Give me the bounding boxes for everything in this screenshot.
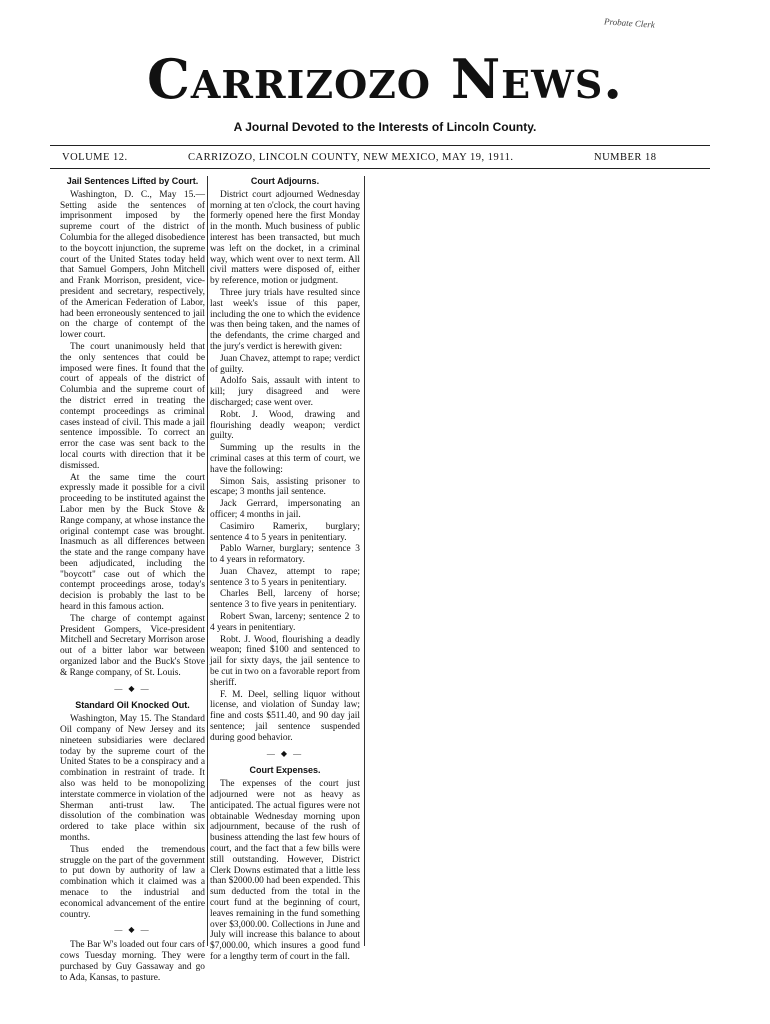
column-divider: [207, 176, 208, 946]
article-paragraph: District court adjourned Wednesday morning at ten o'clock, the court having formerly opened here the first Monday in the month. Much business of public interest has been transacted, but much was left on the docket, in a criminal way, which went over to next term. All civil matters were disposed of, either by reference, motion or judgment.: [210, 189, 360, 287]
article-paragraph: Charles Bell, larceny of horse; sentence 3 to five years in penitentiary.: [210, 589, 360, 611]
article-headline: Standard Oil Knocked Out.: [75, 700, 190, 711]
article-paragraph: The Bar W's loaded out four cars of cows Tuesday morning. They were purchased by Guy Gassaway and go to Ada, Kansas, to pasture.: [60, 940, 205, 983]
issue-number: NUMBER 18: [594, 152, 657, 163]
dateline: CARRIZOZO, LINCOLN COUNTY, NEW MEXICO, MAY 19, 1911.: [188, 152, 514, 163]
article-paragraph: Adolfo Sais, assault with intent to kill; jury disagreed and were discharged; case went over.: [210, 376, 360, 408]
article-paragraph: Jack Gerrard, impersonating an officer; 4 months in jail.: [210, 499, 360, 520]
article-paragraph: The charge of contempt against President Gompers, Vice-president Mitchell and Secretary Morrison arose out of a bitter labor war between organized labor and the Buck's Stove & Range company, of St. Louis.: [60, 613, 205, 678]
volume-number: VOLUME 12.: [62, 152, 128, 163]
masthead: [0, 48, 770, 110]
top-rule: [50, 145, 710, 146]
column-1: [60, 176, 205, 984]
article-paragraph: At the same time the court expressly made it possible for a civil proceeding to be instituted against the Labor men by the Buck Stove & Range company, at whose instance the original contempt case was brought. Inasmuch as all differences between the state and the range company have been adjudicated, including the "boycott" case out of which the contempt proceedings arose, today's decision is probably the last to be heard in this famous action.: [60, 472, 205, 613]
article-paragraph: Summing up the results in the criminal cases at this term of court, we have the following:: [210, 443, 360, 475]
article-paragraph: Three jury trials have resulted since last week's issue of this paper, including the one to which the evidence was then being taken, and the names of the defendants, the crime charged and the jury's verdict is herewith given:: [210, 287, 360, 352]
column-divider: [364, 176, 365, 946]
newspaper-title: Carrizozo News.: [146, 47, 624, 111]
article-paragraph: Juan Chavez, attempt to rape; sentence 3 to 5 years in penitentiary.: [210, 566, 360, 588]
article-paragraph: Robert Swan, larceny; sentence 2 to 4 years in penitentiary.: [210, 612, 360, 633]
article-paragraph: Thus ended the tremendous struggle on the part of the government to put down by authority of law a combination which it claimed was a menace to the industrial and economical advancement of the entire country.: [60, 844, 205, 920]
column-2: [210, 176, 360, 964]
handwritten-note: Probate Clerk: [603, 16, 656, 30]
article-paragraph: Robt. J. Wood, drawing and flourishing deadly weapon; verdict guilty.: [210, 409, 360, 442]
article-paragraph: Pablo Warner, burglary; sentence 3 to 4 years in reformatory.: [210, 544, 360, 566]
section-divider: — ◆ —: [266, 748, 304, 758]
article-paragraph: Washington, D. C., May 15.—Setting aside the sentences of imprisonment imposed by the supreme court of the district of Columbia for the alleged disobedience to the boycott injunction, the supreme court of the United States today held that Samuel Gompers, John Mitchell and Frank Morrison, president, vice-president and secretary, respectively, of the American Federation of Labor, had been erroneously sentenced to jail on the charge of contempt of the lower court.: [60, 189, 205, 341]
article-paragraph: Robt. J. Wood, flourishing a deadly weapon; fined $100 and sentenced to jail for sixty days, the jail sentence to be cut in two on a favorable report from sheriff.: [210, 634, 360, 688]
article-paragraph: Juan Chavez, attempt to rape; verdict of guilty.: [210, 353, 360, 375]
article-paragraph: Washington, May 15. The Standard Oil company of New Jersey and its nineteen subsidiaries were declared today by the supreme court of the United States to be a conspiracy and a combination in restraint of trade. It also was held to be monopolizing interstate commerce in violation of the Sherman anti-trust law. The dissolution of the combination was ordered to take place within six months.: [60, 714, 206, 844]
article-headline: Court Expenses.: [249, 765, 321, 776]
article-headline: Court Adjourns.: [250, 176, 320, 186]
article-paragraph: F. M. Deel, selling liquor without license, and violation of Sunday law; fine and costs $511.40, and 90 day jail sentence; jail sentence suspended during good behavior.: [210, 689, 360, 743]
article-paragraph: The expenses of the court just adjourned were not as heavy as anticipated. The actual figures were not obtainable Wednesday morning upon adjournment, because of the rush of business attending the last few hours of court, and the fact that a few bills were still outstanding. However, District Clerk Downs estimated that a little less than $2000.00 had been expended. This sum deducted from the total in the court fund at the beginning of court, leaves remaining in the fund something over $3,000.00. Collections in June and July will increase this balance to about $7,000.00, which insures a good fund for a lengthy term of court in the fall.: [210, 779, 360, 962]
article-paragraph: Simon Sais, assisting prisoner to escape; 3 months jail sentence.: [210, 476, 360, 498]
article-paragraph: Casimiro Ramerix, burglary; sentence 4 to 5 years in penitentiary.: [210, 521, 360, 543]
tagline: A Journal Devoted to the Interests of Lincoln County.: [233, 120, 537, 134]
section-divider: — ◆ —: [114, 925, 151, 935]
article-paragraph: The court unanimously held that the only sentences that could be imposed were fines. It found that the court of appeals of the district of Columbia and the supreme court of the district erred in treating the contempt proceedings as criminal cases instead of civil. This made a jail sentence impossible. To correct an error the case was sent back to the local courts with direction that it be dismissed.: [60, 341, 205, 471]
article-headline: Jail Sentences Lifted by Court.: [66, 176, 199, 186]
section-divider: — ◆ —: [114, 683, 151, 693]
folio-rule: [50, 168, 710, 169]
